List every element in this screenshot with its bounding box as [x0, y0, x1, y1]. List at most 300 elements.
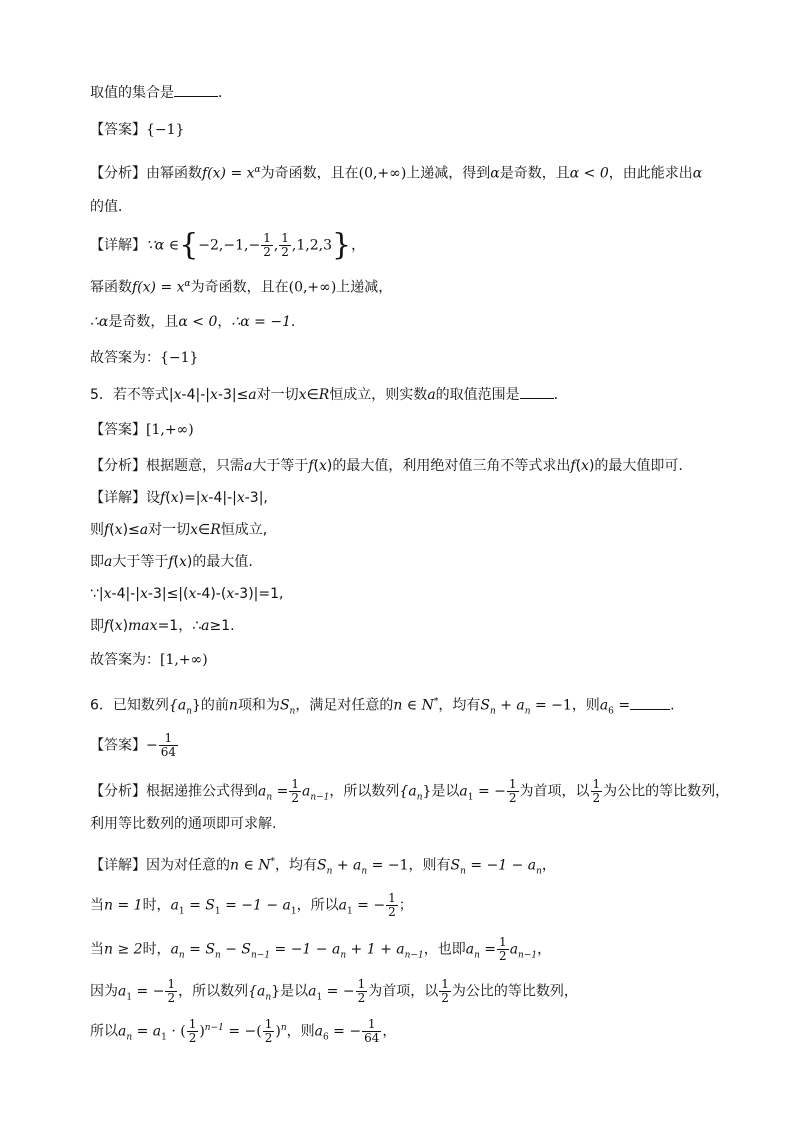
text-span: n: [265, 992, 272, 1003]
text-span: f: [104, 522, 110, 538]
text: ，由此能求出: [608, 165, 693, 182]
text-span: = S: [184, 941, 215, 958]
text-span: = S: [184, 897, 215, 914]
text-span: x: [114, 618, 123, 634]
fraction: [356, 978, 368, 1005]
analysis-6-cont: [90, 814, 276, 834]
fraction: [187, 1018, 199, 1045]
text-span: 1: [178, 906, 185, 917]
question-6: [90, 692, 675, 721]
text-span: n: [536, 866, 542, 877]
text-span: 【详解】: [90, 857, 146, 874]
text-span: )的最大值，利用绝对值三角不等式求出: [326, 458, 571, 474]
text-span: 1: [499, 935, 507, 949]
text-span: = −(: [223, 1023, 262, 1040]
text-span: 1: [291, 777, 299, 791]
text-span: -3)|=1,: [234, 586, 284, 602]
text-span: R: [318, 387, 330, 403]
text-span: R: [210, 522, 221, 538]
text-span: 6: [322, 1032, 329, 1043]
text-span: a: [248, 387, 257, 403]
text-span: 1: [290, 906, 297, 917]
text-span: = −: [473, 783, 506, 800]
text-span: 1: [346, 906, 353, 917]
text-span: x: [190, 522, 199, 538]
text-span: 1: [159, 732, 178, 746]
text-span: 64: [364, 1031, 380, 1046]
fraction: [159, 732, 178, 759]
text-span: 为公比的等比数列，: [603, 783, 730, 800]
text-span: n: [340, 950, 347, 961]
text-span: a: [427, 387, 436, 403]
detail-6-e: [90, 1018, 396, 1047]
detail-tag: 【详解】: [90, 237, 146, 254]
text-span: n−1: [310, 792, 330, 803]
text-span: (: [575, 458, 582, 474]
text-span: = a: [132, 1023, 162, 1040]
text-span: x: [139, 586, 148, 602]
formula: α: [692, 165, 703, 182]
answer-value: {−1}: [146, 122, 185, 138]
analysis-6: [90, 778, 729, 807]
text-span: ∈: [198, 522, 211, 538]
text-span: −: [146, 737, 158, 754]
answer-blank: [520, 384, 554, 399]
formula: (0,+∞): [288, 279, 337, 296]
text-span: )≤: [122, 522, 140, 538]
text-span: .: [553, 387, 559, 403]
text-span: .: [670, 697, 675, 714]
text-span: x: [188, 586, 197, 602]
text-span: 所以: [90, 1023, 118, 1040]
text-span: n: [126, 1032, 133, 1043]
text-span: S: [317, 857, 327, 874]
text-span: 因为对任意的: [146, 857, 230, 874]
fraction: [362, 1018, 381, 1045]
text-span: max: [128, 618, 158, 634]
formula: α: [184, 279, 191, 289]
text-span: 2: [508, 791, 517, 805]
answer-4: [90, 120, 184, 140]
text-span: 1: [214, 906, 221, 917]
text-span: n: [228, 697, 238, 714]
text-span: =1，∴: [157, 618, 202, 634]
conclusion-line: [90, 312, 305, 332]
answer-value: [1,+∞): [146, 422, 194, 438]
text-span: a: [314, 1023, 323, 1040]
fraction: [497, 936, 509, 963]
text-span: a: [104, 554, 113, 570]
text-span: a: [509, 941, 519, 958]
text-span: = −1 − a: [270, 941, 341, 958]
formula: ,1,2,3: [291, 237, 332, 254]
text-span: a: [139, 522, 149, 538]
detail-5: [90, 488, 268, 508]
text-span: x: [200, 490, 209, 506]
text: 上递减，得到: [406, 165, 491, 182]
text-span: = −1 − a: [220, 897, 291, 914]
text-span: x: [298, 387, 307, 403]
text-span: 2: [281, 245, 289, 259]
text-span: (: [313, 458, 320, 474]
text-span: 的前: [200, 697, 229, 714]
text-span: + 1 + a: [346, 941, 405, 958]
text-span: ，则: [286, 1023, 315, 1040]
text-span: a: [118, 983, 127, 1000]
text: ．: [218, 85, 232, 101]
text-span: n: [266, 792, 273, 803]
text-span: (: [165, 490, 171, 506]
text-span: 1: [264, 1017, 273, 1032]
detail-5-b: [90, 520, 267, 540]
text: 上递减，: [336, 279, 393, 296]
text-span: x: [226, 586, 235, 602]
text-span: }: [422, 783, 432, 800]
answer-5: [90, 420, 194, 440]
fraction: [439, 978, 451, 1005]
detail-4: [90, 227, 366, 263]
text-span: 2: [264, 1031, 273, 1046]
text-span: 1: [281, 231, 289, 245]
text-span: n = 1: [104, 897, 143, 914]
text-span: (: [109, 522, 115, 538]
text-span: n−1: [518, 950, 538, 961]
text-span: n−1: [404, 950, 424, 961]
text-span: 因为: [90, 983, 118, 1000]
brace-left-icon: {: [179, 227, 199, 263]
text: 故答案为：: [90, 350, 160, 366]
text-span: =: [272, 783, 289, 800]
text-span: ): [199, 1023, 205, 1040]
text-span: a: [599, 697, 609, 714]
text-span: 的取值范围是: [435, 387, 520, 403]
text-span: 1: [126, 992, 133, 1003]
text: 为奇函数，且在: [260, 165, 359, 182]
text-span: S: [450, 857, 461, 874]
text-span: x: [236, 490, 245, 506]
power-function-line: [90, 274, 392, 298]
text-span: 对一切: [256, 387, 299, 403]
detail-6: [90, 852, 556, 881]
formula: α < 0: [178, 314, 218, 330]
text-span: x: [103, 586, 112, 602]
text-span: n−1: [250, 950, 271, 961]
text-span: ，: [541, 857, 556, 874]
text-span: )的最大值即可.: [588, 458, 683, 474]
brace-right-icon: }: [332, 227, 352, 263]
question-5: [90, 384, 558, 405]
fraction: [165, 978, 177, 1005]
text-span: x: [581, 458, 589, 474]
text-span: − S: [220, 941, 251, 958]
q4-tail-line: [90, 82, 232, 103]
text: 为奇函数，且在: [190, 279, 289, 296]
text: 幂函数: [90, 279, 132, 296]
text-span: f: [570, 458, 576, 474]
text-span: 1: [467, 792, 474, 803]
text-span: ，所以: [296, 897, 339, 914]
formula: ∵α ∈: [146, 237, 180, 254]
text-span: )=|: [178, 490, 201, 506]
text-span: f: [168, 554, 174, 570]
text-span: n: [326, 866, 333, 877]
text-span: 2: [357, 991, 366, 1005]
text-span: 时，: [142, 897, 171, 914]
text-span: )的最大值.: [186, 554, 253, 570]
text-span: n: [289, 706, 296, 717]
analysis-5: [90, 456, 683, 476]
text-span: {a: [399, 783, 417, 800]
formula: f(x) = x: [132, 279, 185, 296]
text-span: 【分析】: [90, 458, 146, 474]
text-span: x: [209, 387, 218, 403]
text-span: {a: [168, 697, 187, 714]
text-span: ∈: [306, 387, 319, 403]
text-span: 恒成立,: [220, 522, 268, 538]
text-span: a: [459, 783, 468, 800]
text-span: 当: [90, 941, 104, 958]
text-span: 2: [388, 905, 396, 919]
text-span: 6．已知数列: [90, 697, 169, 714]
fraction: [289, 778, 301, 805]
text-span: ∵|: [90, 586, 104, 602]
text-span: x: [319, 458, 327, 474]
formula: α < 0: [569, 165, 609, 182]
text-span: ，均有: [438, 697, 481, 714]
text-span: -4|-|: [181, 387, 210, 403]
final-answer-5: [90, 650, 208, 670]
analysis-tag: 【分析】: [90, 165, 146, 182]
text-span: n: [416, 792, 423, 803]
text-span: -4|-|: [111, 586, 140, 602]
text-span: f: [104, 618, 110, 634]
formula: ∴α = −1: [231, 314, 292, 330]
text-span: =: [479, 941, 497, 958]
answer-tag: 【答案】: [90, 122, 146, 138]
fraction: [591, 778, 603, 805]
text-span: a: [170, 897, 179, 914]
answer-blank: [630, 695, 670, 710]
text-span: 1: [188, 1017, 197, 1032]
text-span: 为公比的等比数列，: [451, 983, 578, 1000]
formula: (0,+∞): [358, 165, 407, 182]
detail-5-d: [90, 584, 283, 604]
text-span: n−1: [204, 1023, 224, 1033]
text: ，: [351, 237, 366, 254]
text-span: a: [465, 941, 475, 958]
text-span: a: [201, 618, 210, 634]
text: 由幂函数: [146, 165, 202, 182]
text-span: 1: [592, 777, 601, 791]
answer-6: [90, 732, 179, 759]
fraction: [507, 778, 519, 805]
text-span: 1: [161, 1032, 167, 1043]
text-span: -4|-|: [208, 490, 237, 506]
text-span: 6: [608, 706, 614, 717]
formula: −2,−1,−: [198, 237, 261, 254]
text-span: S: [480, 697, 490, 714]
fraction: [386, 892, 398, 919]
text-span: 根据递推公式得到: [146, 783, 258, 800]
text-span: 为首项，以: [368, 983, 439, 1000]
text-span: + a: [332, 857, 362, 874]
text-span: *: [270, 857, 276, 867]
text-span: a: [301, 783, 311, 800]
text-span: = −: [328, 1023, 362, 1040]
text-span: 64: [160, 745, 177, 759]
text-span: ≥1.: [209, 618, 235, 634]
text-span: ，则: [571, 697, 600, 714]
formula: f(x) = x: [202, 165, 255, 182]
text-span: =: [613, 697, 631, 714]
formula: {−1}: [160, 350, 199, 366]
text-span: 1: [441, 977, 449, 991]
text-span: n: [474, 950, 480, 961]
answer-tag: 【答案】: [90, 422, 146, 438]
text-span: = −1 − a: [465, 857, 537, 874]
text-span: 恒成立，则实数: [329, 387, 428, 403]
text-span: n: [524, 706, 531, 717]
text-span: n ≥ 2: [104, 941, 143, 958]
detail-6-c: [90, 936, 551, 965]
text-span: 【分析】: [90, 783, 146, 800]
detail-5-e: [90, 616, 235, 636]
text-span: = −: [322, 983, 355, 1000]
text-span: a: [244, 458, 253, 474]
analysis-4: [90, 160, 702, 184]
text-span: 故答案为：: [90, 652, 160, 668]
text: ．: [291, 314, 306, 330]
answer-blank: [174, 82, 218, 97]
text-span: ): [122, 618, 129, 634]
fraction: [263, 1018, 275, 1045]
text-span: ，满足对任意的: [295, 697, 394, 714]
text-span: 是以: [280, 983, 309, 1000]
text-span: 1: [357, 977, 366, 991]
text-span: + a: [495, 697, 525, 714]
text-span: 1: [508, 777, 517, 791]
text-span: -3|≤: [217, 387, 249, 403]
text-span: ；: [398, 897, 413, 914]
text-span: a: [338, 897, 347, 914]
text-span: 时，: [142, 941, 171, 958]
text-span: n: [361, 866, 368, 877]
text-span: 5．若不等式|: [90, 387, 174, 403]
text-span: n ∈ N: [393, 697, 434, 714]
text-span: 项和为: [237, 697, 280, 714]
text-span: -3|,: [244, 490, 268, 506]
text-span: ): [275, 1023, 281, 1040]
text-span: n: [186, 706, 192, 717]
text-span: (: [173, 554, 180, 570]
text-span: 1: [316, 992, 323, 1003]
text-span: 1: [388, 891, 396, 905]
text-span: S: [279, 697, 290, 714]
text-span: 大于等于: [112, 554, 169, 570]
fraction: [261, 232, 273, 259]
text-span: n: [214, 950, 221, 961]
final-answer-4: [90, 348, 198, 368]
text-span: ，均有: [275, 857, 318, 874]
text-span: a: [118, 1023, 127, 1040]
text-span: = −: [352, 897, 386, 914]
text-span: ，则有: [408, 857, 451, 874]
analysis-4-cont: [90, 197, 132, 217]
text: ，: [217, 314, 232, 330]
text-span: f: [308, 458, 314, 474]
text-span: = −1: [530, 697, 572, 714]
text-span: 对一切: [148, 522, 191, 538]
text-span: 2: [167, 991, 176, 1005]
text-span: 设: [146, 490, 160, 506]
text-span: n: [460, 866, 466, 877]
text-span: {a: [248, 983, 266, 1000]
text-span: ，所以数列: [329, 783, 400, 800]
text-span: a: [308, 983, 317, 1000]
text-span: *: [433, 697, 439, 707]
text-span: n: [489, 706, 496, 717]
text-span: 则: [90, 522, 104, 538]
text-span: n: [178, 950, 185, 961]
text-span: x: [114, 522, 123, 538]
text-span: 2: [291, 791, 299, 805]
text-span: 是以: [431, 783, 460, 800]
text-span: 2: [188, 1031, 197, 1046]
formula: ∴α: [90, 314, 109, 330]
text-span: -4)-(: [196, 586, 227, 602]
text-span: ，: [382, 1023, 397, 1040]
text-span: }: [271, 983, 281, 1000]
text-span: 1: [263, 231, 271, 245]
text-span: [1,+∞): [160, 652, 208, 668]
text-span: 2: [592, 791, 601, 805]
text-span: a: [258, 783, 267, 800]
text-span: 为首项，以: [519, 783, 590, 800]
text-span: · (: [166, 1023, 186, 1040]
text-span: ，所以数列: [178, 983, 249, 1000]
text-span: 利用等比数列的通项即可求解.: [90, 816, 277, 832]
text: 是奇数，且: [499, 165, 570, 182]
text-span: f: [160, 490, 166, 506]
text-span: n ∈ N: [230, 857, 271, 874]
text-span: x: [173, 387, 182, 403]
text-span: 大于等于: [252, 458, 309, 474]
text-span: 即: [90, 618, 104, 634]
text-span: = −1: [367, 857, 409, 874]
text-span: -3|≤|(: [147, 586, 189, 602]
text-span: }: [191, 697, 201, 714]
detail-6-b: [90, 892, 413, 921]
text-span: 1: [362, 1018, 381, 1032]
text-span: (: [109, 618, 115, 634]
formula: α: [254, 165, 261, 175]
text-span: 【详解】: [90, 490, 146, 506]
fraction: [279, 232, 291, 259]
text-span: ，: [537, 941, 552, 958]
text-span: 根据题意，只需: [146, 458, 244, 474]
text-span: 2: [263, 245, 271, 259]
text-span: 2: [499, 949, 507, 963]
text-span: 即: [90, 554, 104, 570]
text-span: 当: [90, 897, 104, 914]
text-span: ，也即: [423, 941, 466, 958]
text: 取值的集合是: [90, 85, 174, 101]
detail-6-d: [90, 978, 578, 1007]
text-span: 2: [441, 991, 449, 1005]
text-span: 【答案】: [90, 737, 146, 754]
text: 是奇数，且: [108, 314, 179, 330]
formula: ,: [273, 237, 279, 254]
